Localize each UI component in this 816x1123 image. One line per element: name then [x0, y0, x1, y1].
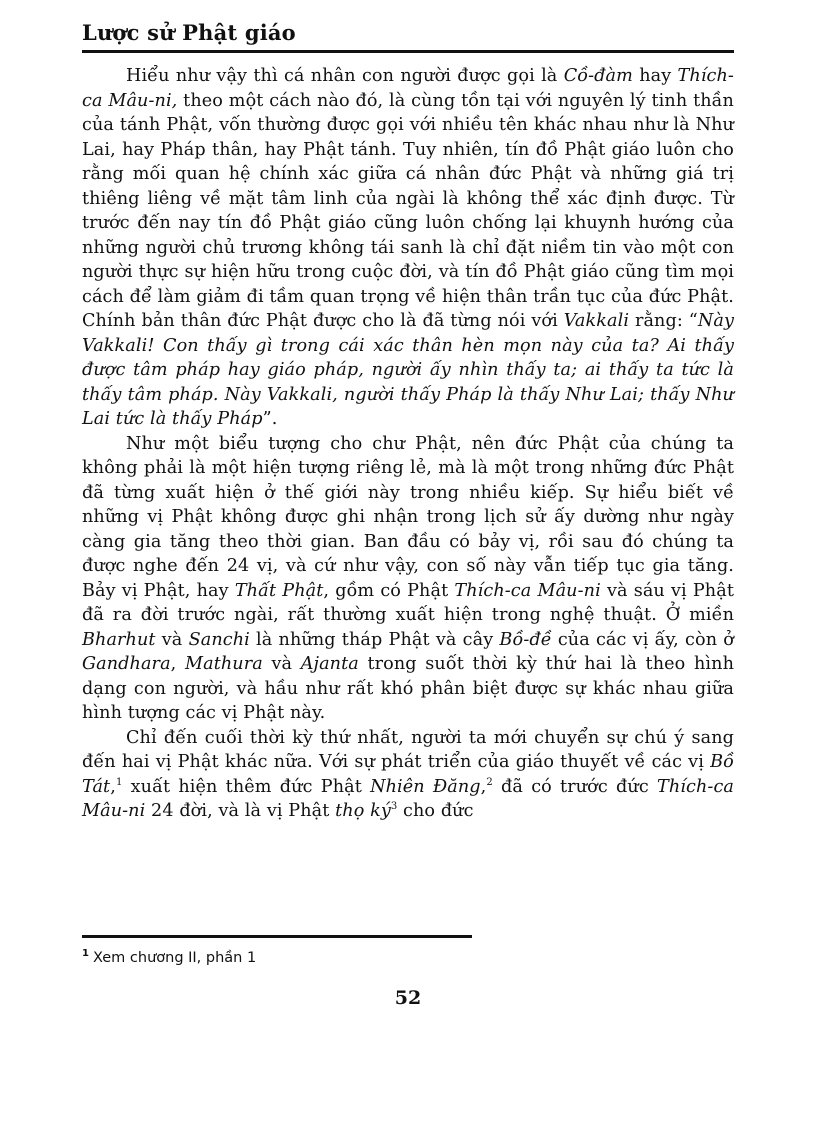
text-run: cho đức [397, 801, 474, 821]
text-run: của các vị ấy, còn ở [551, 629, 734, 650]
text-run: , [170, 654, 185, 674]
running-head-title: Lược sử Phật giáo [82, 20, 296, 45]
text-run: trong suốt thời kỳ thứ hai là theo hình dạng con người, và hầu như rất khó phân biệt được sự khác nhau giữa hình tượng các vị Phật này. [82, 654, 735, 723]
text-run: rằng: “ [629, 311, 698, 331]
italic-run: Này Vakkali! Con thấy gì trong cái xác thân hèn mọn này của ta? Ai thấy được tâm pháp hay giáo pháp, người ấy nhìn thấy ta; ai thấy ta tức là thấy tâm pháp. Này Vakkali, người thấy Pháp là thấy Như Lai; thấy Như Lai tức là thấy Pháp [82, 311, 734, 429]
text-run: hay [632, 66, 678, 86]
italic-run: Bồ-đề [499, 629, 552, 650]
text-run: Chỉ đến cuối thời kỳ thứ nhất, người ta mới chuyển sự chú ý sang đến hai vị Phật khác nữa. Với sự phát triển của giáo thuyết về các vị [82, 727, 734, 772]
text-run: , [480, 776, 487, 797]
footnote-ref: 3 [390, 801, 398, 813]
text-run: Hiểu như vậy thì cá nhân con người được gọi là [126, 66, 564, 86]
text-run: xuất hiện thêm đức Phật [122, 776, 371, 797]
italic-run: Nhiên Đăng [370, 776, 481, 797]
text-run: , [110, 776, 116, 797]
header-rule [82, 50, 734, 53]
italic-run: Bharhut [82, 629, 156, 650]
footnote-marker: 1 [82, 948, 89, 960]
italic-run: Mathura [185, 654, 263, 674]
italic-run: Ajanta [300, 654, 359, 674]
text-run: theo một cách nào đó, là cùng tồn tại với nguyên lý tinh thần của tánh Phật, vốn thường được gọi với nhiều tên khác nhau như là Như Lai, hay Pháp thân, hay Phật tánh. Tuy nhiên, tín đồ Phật giáo luôn cho rằng mối quan hệ chính xác giữa cá nhân đức Phật và những giá trị thiêng liêng về mặt tâm linh của ngài là không thể xác định được. Từ trước đến nay tín đồ Phật giáo cũng luôn chống lại khuynh hướng của những người chủ trương không tái sanh là chỉ đặt niềm tin vào một con người thực sự hiện hữu trong cuộc đời, và tín đồ Phật giáo cũng tìm mọi cách để làm giảm đi tầm quan trọng về hiện thân trần tục của đức Phật. Chính bản thân đức Phật được cho là đã từng nói với [82, 90, 734, 331]
body-text [82, 64, 734, 824]
text-run: là những tháp Phật và cây [249, 629, 500, 650]
footnote-rule [82, 935, 472, 938]
text-run: đã có trước đức [492, 776, 658, 797]
italic-run: Gandhara [82, 654, 171, 674]
italic-run: Thích-ca Mâu-ni [454, 580, 601, 601]
text-run: 24 đời, và là vị Phật [145, 801, 336, 821]
paragraph [82, 432, 734, 726]
footnote-text: Xem chương II, phần 1 [92, 950, 257, 966]
text-run: Như một biểu tượng cho chư Phật, nên đức Phật của chúng ta không phải là một hiện tượng riêng lẻ, mà là một trong những đức Phật đã từng xuất hiện ở thế giới này trong nhiều kiếp. Sự hiểu biết về những vị Phật không được ghi nhận trong lịch sử ấy dường như ngày càng gia tăng theo thời gian. Ban đầu có bảy vị, rồi sau đó chúng ta được nghe đến 24 vị, và cứ như vậy, con số này vẫn tiếp tục gia tăng. Bảy vị Phật, hay [82, 433, 734, 601]
text-run: và sáu vị Phật đã ra đời trước ngài, rất thường xuất hiện trong nghệ thuật. Ở miền [82, 580, 734, 625]
italic-run: thọ ký [335, 801, 391, 821]
text-run: và [262, 654, 301, 674]
italic-run: Thích-ca Mâu-ni [82, 776, 734, 821]
footnote-ref: 1 [115, 776, 123, 788]
italic-run: Thích-ca Mâu-ni, [82, 66, 734, 111]
italic-run: Thất Phật [234, 580, 324, 601]
italic-run: Vakkali [563, 311, 630, 331]
italic-run: Cồ-đàm [563, 66, 633, 86]
text-run: và [155, 629, 189, 650]
paragraph [82, 726, 734, 824]
text-run: , gồm có Phật [323, 580, 455, 601]
italic-run: Sanchi [188, 629, 250, 650]
italic-run: Bồ Tát [82, 752, 734, 797]
text-run: ”. [262, 409, 278, 429]
footnote [82, 950, 256, 966]
paragraph [82, 64, 734, 432]
page-number: 52 [394, 987, 422, 1009]
footnote-ref: 2 [486, 776, 493, 788]
